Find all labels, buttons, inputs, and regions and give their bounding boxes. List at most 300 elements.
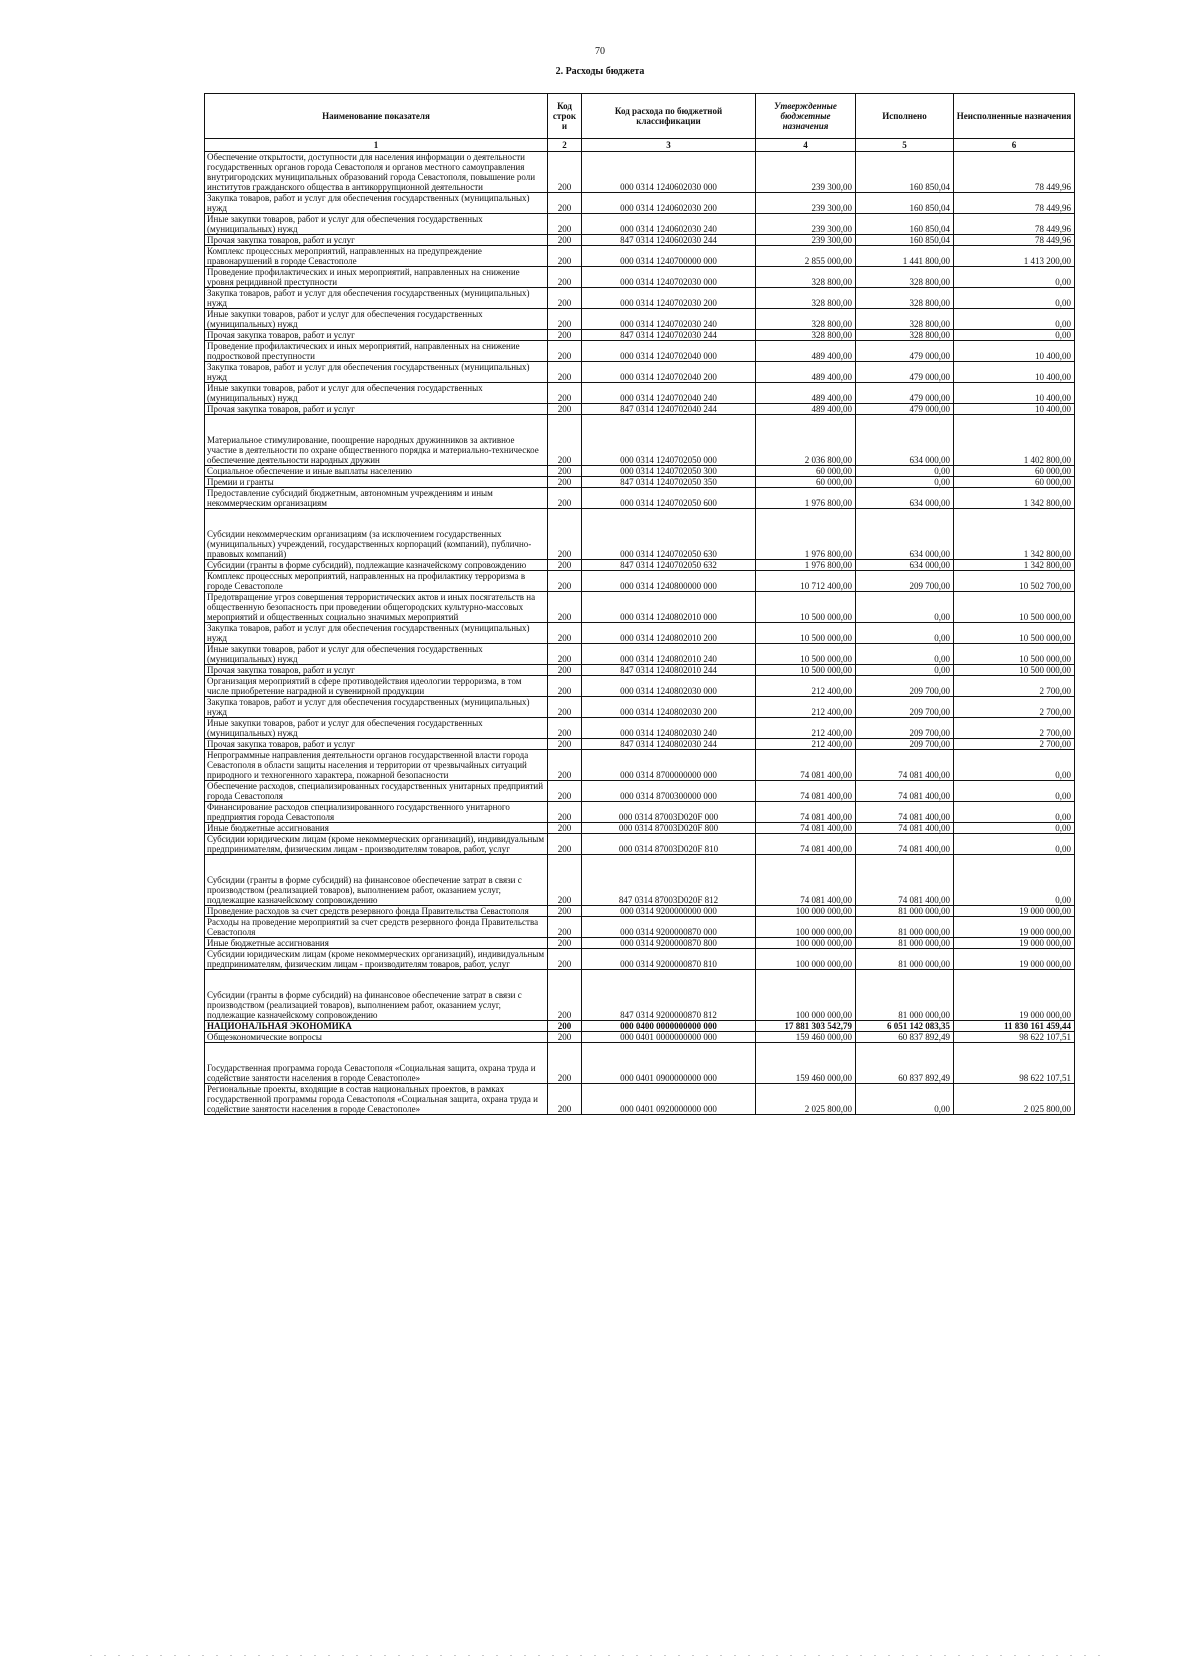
row-budget-code-cell: 847 0314 87003D020F 812 <box>582 855 756 906</box>
row-line-code-cell: 200 <box>548 404 582 415</box>
row-name-cell: Прочая закупка товаров, работ и услуг <box>205 330 548 341</box>
row-executed-cell: 209 700,00 <box>856 676 954 697</box>
row-budget-code-cell: 847 0314 1240702050 350 <box>582 477 756 488</box>
row-approved-cell: 100 000 000,00 <box>756 970 856 1021</box>
row-line-code-cell: 200 <box>548 718 582 739</box>
row-budget-code-cell: 000 0314 87003D020F 800 <box>582 823 756 834</box>
row-name-cell: Закупка товаров, работ и услуг для обеспечения государственных (муниципальных) нужд <box>205 193 548 214</box>
row-name-cell: Непрограммные направления деятельности органов государственной власти города Севастополя в области защиты населения и территории от чрезвычайных ситуаций природного и техногенного характера, пожарной безопасности <box>205 750 548 781</box>
row-line-code-cell: 200 <box>548 781 582 802</box>
row-executed-cell: 81 000 000,00 <box>856 917 954 938</box>
row-name-cell: Субсидии юридическим лицам (кроме некоммерческих организаций), индивидуальным предпринимателям, физическим лицам - производителям товаров, работ, услуг <box>205 834 548 855</box>
row-budget-code-cell: 000 0314 8700300000 000 <box>582 781 756 802</box>
row-unexecuted-cell: 10 500 000,00 <box>954 665 1075 676</box>
row-executed-cell: 0,00 <box>856 592 954 623</box>
row-line-code-cell: 200 <box>548 571 582 592</box>
row-approved-cell: 10 500 000,00 <box>756 644 856 665</box>
row-budget-code-cell: 847 0314 1240702050 632 <box>582 560 756 571</box>
table-row <box>205 193 1075 214</box>
row-executed-cell: 60 837 892,49 <box>856 1032 954 1043</box>
row-unexecuted-cell: 78 449,96 <box>954 235 1075 246</box>
row-name-cell: Комплекс процессных мероприятий, направленных на профилактику терроризма в городе Севастополе <box>205 571 548 592</box>
row-approved-cell: 239 300,00 <box>756 152 856 193</box>
row-approved-cell: 100 000 000,00 <box>756 949 856 970</box>
page-number: 70 <box>595 46 605 57</box>
row-executed-cell: 81 000 000,00 <box>856 906 954 917</box>
row-line-code-cell: 200 <box>548 362 582 383</box>
table-row <box>205 246 1075 267</box>
row-budget-code-cell: 000 0314 1240802030 000 <box>582 676 756 697</box>
row-budget-code-cell: 000 0401 0920000000 000 <box>582 1084 756 1115</box>
row-name-cell: Субсидии (гранты в форме субсидий) на финансовое обеспечение затрат в связи с производством (реализацией товаров), выполнением работ, оказанием услуг, подлежащие казначейскому сопровождению <box>205 970 548 1021</box>
row-executed-cell: 81 000 000,00 <box>856 949 954 970</box>
row-unexecuted-cell: 2 025 800,00 <box>954 1084 1075 1115</box>
row-name-cell: Прочая закупка товаров, работ и услуг <box>205 235 548 246</box>
row-name-cell: Субсидии юридическим лицам (кроме некоммерческих организаций), индивидуальным предпринимателям, физическим лицам - производителям товаров, работ, услуг <box>205 949 548 970</box>
row-unexecuted-cell: 0,00 <box>954 855 1075 906</box>
table-row <box>205 466 1075 477</box>
row-budget-code-cell: 000 0314 1240802030 240 <box>582 718 756 739</box>
table-row <box>205 235 1075 246</box>
col-number: 2 <box>548 139 582 152</box>
row-executed-cell: 328 800,00 <box>856 330 954 341</box>
col-header-line-code: Код строк и <box>548 94 582 139</box>
row-unexecuted-cell: 0,00 <box>954 781 1075 802</box>
row-budget-code-cell: 000 0314 1240800000 000 <box>582 571 756 592</box>
row-line-code-cell: 200 <box>548 906 582 917</box>
row-line-code-cell: 200 <box>548 917 582 938</box>
row-line-code-cell: 200 <box>548 750 582 781</box>
row-executed-cell: 81 000 000,00 <box>856 938 954 949</box>
row-unexecuted-cell: 10 400,00 <box>954 341 1075 362</box>
row-unexecuted-cell: 0,00 <box>954 802 1075 823</box>
row-approved-cell: 60 000,00 <box>756 477 856 488</box>
row-approved-cell: 1 976 800,00 <box>756 488 856 509</box>
table-row <box>205 592 1075 623</box>
row-unexecuted-cell: 10 400,00 <box>954 362 1075 383</box>
row-name-cell: Иные закупки товаров, работ и услуг для обеспечения государственных (муниципальных) нужд <box>205 383 548 404</box>
row-executed-cell: 479 000,00 <box>856 383 954 404</box>
row-name-cell: Социальное обеспечение и иные выплаты населению <box>205 466 548 477</box>
row-unexecuted-cell: 78 449,96 <box>954 152 1075 193</box>
row-line-code-cell: 200 <box>548 560 582 571</box>
row-name-cell: Закупка товаров, работ и услуг для обеспечения государственных (муниципальных) нужд <box>205 623 548 644</box>
row-name-cell: Иные бюджетные ассигнования <box>205 938 548 949</box>
row-name-cell: Прочая закупка товаров, работ и услуг <box>205 665 548 676</box>
table-row <box>205 823 1075 834</box>
row-executed-cell: 74 081 400,00 <box>856 750 954 781</box>
row-approved-cell: 10 500 000,00 <box>756 665 856 676</box>
row-approved-cell: 74 081 400,00 <box>756 855 856 906</box>
row-executed-cell: 328 800,00 <box>856 309 954 330</box>
row-budget-code-cell: 847 0314 1240802030 244 <box>582 739 756 750</box>
row-line-code-cell: 200 <box>548 970 582 1021</box>
row-unexecuted-cell: 78 449,96 <box>954 214 1075 235</box>
table-row <box>205 676 1075 697</box>
row-approved-cell: 10 712 400,00 <box>756 571 856 592</box>
row-approved-cell: 212 400,00 <box>756 697 856 718</box>
row-budget-code-cell: 847 0314 1240702040 244 <box>582 404 756 415</box>
row-approved-cell: 239 300,00 <box>756 235 856 246</box>
row-approved-cell: 328 800,00 <box>756 267 856 288</box>
row-executed-cell: 328 800,00 <box>856 267 954 288</box>
row-executed-cell: 634 000,00 <box>856 415 954 466</box>
row-executed-cell: 328 800,00 <box>856 288 954 309</box>
row-budget-code-cell: 000 0314 1240602030 000 <box>582 152 756 193</box>
row-name-cell: Иные закупки товаров, работ и услуг для обеспечения государственных (муниципальных) нужд <box>205 644 548 665</box>
row-budget-code-cell: 847 0314 1240602030 244 <box>582 235 756 246</box>
row-approved-cell: 489 400,00 <box>756 362 856 383</box>
row-unexecuted-cell: 19 000 000,00 <box>954 970 1075 1021</box>
row-unexecuted-cell: 0,00 <box>954 267 1075 288</box>
row-approved-cell: 100 000 000,00 <box>756 917 856 938</box>
row-unexecuted-cell: 1 342 800,00 <box>954 560 1075 571</box>
row-line-code-cell: 200 <box>548 1021 582 1032</box>
row-budget-code-cell: 000 0314 9200000870 800 <box>582 938 756 949</box>
row-budget-code-cell: 000 0314 1240802030 200 <box>582 697 756 718</box>
row-unexecuted-cell: 2 700,00 <box>954 676 1075 697</box>
row-executed-cell: 0,00 <box>856 665 954 676</box>
row-name-cell: Региональные проекты, входящие в состав национальных проектов, в рамках государственной программы города Севастополя «Социальная защита, охрана труда и содействие занятости населения в городе Севастополе» <box>205 1084 548 1115</box>
table-row <box>205 970 1075 1021</box>
row-name-cell: Расходы на проведение мероприятий за счет средств резервного фонда Правительства Севастополя <box>205 917 548 938</box>
row-name-cell: Закупка товаров, работ и услуг для обеспечения государственных (муниципальных) нужд <box>205 697 548 718</box>
col-number: 1 <box>205 139 548 152</box>
row-budget-code-cell: 000 0401 0900000000 000 <box>582 1043 756 1084</box>
row-budget-code-cell: 000 0314 1240802010 000 <box>582 592 756 623</box>
row-executed-cell: 1 441 800,00 <box>856 246 954 267</box>
row-line-code-cell: 200 <box>548 267 582 288</box>
row-unexecuted-cell: 10 500 000,00 <box>954 623 1075 644</box>
row-line-code-cell: 200 <box>548 246 582 267</box>
row-executed-cell: 479 000,00 <box>856 362 954 383</box>
row-line-code-cell: 200 <box>548 466 582 477</box>
row-line-code-cell: 200 <box>548 488 582 509</box>
row-line-code-cell: 200 <box>548 509 582 560</box>
table-row <box>205 415 1075 466</box>
row-approved-cell: 2 025 800,00 <box>756 1084 856 1115</box>
table-row <box>205 341 1075 362</box>
row-unexecuted-cell: 10 500 000,00 <box>954 592 1075 623</box>
row-line-code-cell: 200 <box>548 152 582 193</box>
row-unexecuted-cell: 0,00 <box>954 330 1075 341</box>
table-row <box>205 697 1075 718</box>
row-approved-cell: 10 500 000,00 <box>756 592 856 623</box>
table-row <box>205 404 1075 415</box>
row-name-cell: Субсидии (гранты в форме субсидий), подлежащие казначейскому сопровождению <box>205 560 548 571</box>
table-row <box>205 1084 1075 1115</box>
row-executed-cell: 209 700,00 <box>856 739 954 750</box>
row-executed-cell: 209 700,00 <box>856 697 954 718</box>
row-executed-cell: 0,00 <box>856 1084 954 1115</box>
row-budget-code-cell: 000 0314 1240702050 000 <box>582 415 756 466</box>
row-line-code-cell: 200 <box>548 855 582 906</box>
row-unexecuted-cell: 10 400,00 <box>954 383 1075 404</box>
table-row <box>205 750 1075 781</box>
row-executed-cell: 74 081 400,00 <box>856 781 954 802</box>
row-approved-cell: 17 881 303 542,79 <box>756 1021 856 1032</box>
row-name-cell: Общеэкономические вопросы <box>205 1032 548 1043</box>
row-unexecuted-cell: 98 622 107,51 <box>954 1043 1075 1084</box>
row-budget-code-cell: 847 0314 1240802010 244 <box>582 665 756 676</box>
table-row <box>205 383 1075 404</box>
col-header-unexecuted: Неисполненные назначения <box>954 94 1075 139</box>
table-row <box>205 152 1075 193</box>
row-budget-code-cell: 000 0314 87003D020F 810 <box>582 834 756 855</box>
row-line-code-cell: 200 <box>548 592 582 623</box>
row-unexecuted-cell: 98 622 107,51 <box>954 1032 1075 1043</box>
row-line-code-cell: 200 <box>548 802 582 823</box>
row-approved-cell: 74 081 400,00 <box>756 834 856 855</box>
row-unexecuted-cell: 0,00 <box>954 750 1075 781</box>
row-unexecuted-cell: 60 000,00 <box>954 477 1075 488</box>
table-row <box>205 214 1075 235</box>
row-unexecuted-cell: 0,00 <box>954 823 1075 834</box>
table-row <box>205 571 1075 592</box>
row-line-code-cell: 200 <box>548 623 582 644</box>
row-executed-cell: 209 700,00 <box>856 718 954 739</box>
row-name-cell: Предотвращение угроз совершения террористических актов и иных посягательств на общественную безопасность при проведении общегородских культурно-массовых мероприятий и общественных социально значимых мероприятий <box>205 592 548 623</box>
table-row <box>205 477 1075 488</box>
row-line-code-cell: 200 <box>548 665 582 676</box>
row-budget-code-cell: 000 0314 1240702040 000 <box>582 341 756 362</box>
row-approved-cell: 212 400,00 <box>756 676 856 697</box>
row-unexecuted-cell: 2 700,00 <box>954 697 1075 718</box>
col-header-name: Наименование показателя <box>205 94 548 139</box>
row-executed-cell: 6 051 142 083,35 <box>856 1021 954 1032</box>
row-name-cell: Проведение профилактических и иных мероприятий, направленных на снижение уровня рецидивной преступности <box>205 267 548 288</box>
row-name-cell: Субсидии некоммерческим организациям (за исключением государственных (муниципальных) учреждений, государственных корпораций (компаний), публично-правовых компаний) <box>205 509 548 560</box>
table-row <box>205 938 1075 949</box>
table-row <box>205 781 1075 802</box>
row-unexecuted-cell: 19 000 000,00 <box>954 917 1075 938</box>
table-row <box>205 718 1075 739</box>
table-row <box>205 623 1075 644</box>
row-executed-cell: 0,00 <box>856 644 954 665</box>
row-budget-code-cell: 000 0314 1240602030 200 <box>582 193 756 214</box>
row-line-code-cell: 200 <box>548 949 582 970</box>
row-name-cell: Иные бюджетные ассигнования <box>205 823 548 834</box>
table-row <box>205 288 1075 309</box>
row-name-cell: Материальное стимулирование, поощрение народных дружинников за активное участие в деятельности по охране общественного порядка и материально-техническое обеспечение деятельности народных дружин <box>205 415 548 466</box>
row-name-cell: Финансирование расходов специализированного государственного унитарного предприятия города Севастополя <box>205 802 548 823</box>
table-row <box>205 906 1075 917</box>
row-budget-code-cell: 000 0401 0000000000 000 <box>582 1032 756 1043</box>
row-approved-cell: 159 460 000,00 <box>756 1043 856 1084</box>
scan-edge-dots <box>90 1655 1110 1656</box>
row-unexecuted-cell: 11 830 161 459,44 <box>954 1021 1075 1032</box>
row-line-code-cell: 200 <box>548 383 582 404</box>
row-executed-cell: 81 000 000,00 <box>856 970 954 1021</box>
table-row <box>205 267 1075 288</box>
col-number: 4 <box>756 139 856 152</box>
row-executed-cell: 479 000,00 <box>856 341 954 362</box>
row-executed-cell: 0,00 <box>856 477 954 488</box>
row-executed-cell: 160 850,04 <box>856 193 954 214</box>
row-unexecuted-cell: 10 500 000,00 <box>954 644 1075 665</box>
row-executed-cell: 160 850,04 <box>856 214 954 235</box>
row-line-code-cell: 200 <box>548 644 582 665</box>
row-unexecuted-cell: 1 413 200,00 <box>954 246 1075 267</box>
row-approved-cell: 2 855 000,00 <box>756 246 856 267</box>
row-unexecuted-cell: 19 000 000,00 <box>954 906 1075 917</box>
row-line-code-cell: 200 <box>548 341 582 362</box>
row-unexecuted-cell: 10 502 700,00 <box>954 571 1075 592</box>
row-approved-cell: 239 300,00 <box>756 214 856 235</box>
row-budget-code-cell: 000 0314 1240702050 600 <box>582 488 756 509</box>
row-approved-cell: 74 081 400,00 <box>756 750 856 781</box>
row-budget-code-cell: 000 0314 1240802010 200 <box>582 623 756 644</box>
row-unexecuted-cell: 0,00 <box>954 288 1075 309</box>
column-number-row <box>205 139 1075 152</box>
row-line-code-cell: 200 <box>548 676 582 697</box>
row-name-cell: Закупка товаров, работ и услуг для обеспечения государственных (муниципальных) нужд <box>205 362 548 383</box>
row-approved-cell: 328 800,00 <box>756 288 856 309</box>
document-title: 2. Расходы бюджета <box>555 66 645 77</box>
table-row <box>205 949 1075 970</box>
col-number: 3 <box>582 139 756 152</box>
table-row <box>205 362 1075 383</box>
row-executed-cell: 634 000,00 <box>856 488 954 509</box>
row-approved-cell: 2 036 800,00 <box>756 415 856 466</box>
row-budget-code-cell: 000 0314 1240702050 300 <box>582 466 756 477</box>
table-row <box>205 834 1075 855</box>
budget-expenses-table <box>204 93 1075 1115</box>
row-name-cell: Комплекс процессных мероприятий, направленных на предупреждение правонарушений в городе Севастополе <box>205 246 548 267</box>
row-name-cell: Прочая закупка товаров, работ и услуг <box>205 404 548 415</box>
row-line-code-cell: 200 <box>548 1032 582 1043</box>
table-row <box>205 802 1075 823</box>
row-line-code-cell: 200 <box>548 309 582 330</box>
row-line-code-cell: 200 <box>548 823 582 834</box>
row-line-code-cell: 200 <box>548 193 582 214</box>
table-row <box>205 1043 1075 1084</box>
row-executed-cell: 60 837 892,49 <box>856 1043 954 1084</box>
row-unexecuted-cell: 10 400,00 <box>954 404 1075 415</box>
table-row <box>205 1032 1075 1043</box>
row-approved-cell: 60 000,00 <box>756 466 856 477</box>
row-approved-cell: 74 081 400,00 <box>756 823 856 834</box>
row-line-code-cell: 200 <box>548 1084 582 1115</box>
row-line-code-cell: 200 <box>548 235 582 246</box>
row-name-cell: Прочая закупка товаров, работ и услуг <box>205 739 548 750</box>
row-executed-cell: 0,00 <box>856 623 954 644</box>
row-line-code-cell: 200 <box>548 330 582 341</box>
row-executed-cell: 160 850,04 <box>856 235 954 246</box>
col-header-executed: Исполнено <box>856 94 954 139</box>
row-executed-cell: 74 081 400,00 <box>856 834 954 855</box>
table-row <box>205 665 1075 676</box>
row-name-cell: Обеспечение расходов, специализированных государственных унитарных предприятий города Севастополя <box>205 781 548 802</box>
row-line-code-cell: 200 <box>548 477 582 488</box>
row-budget-code-cell: 000 0400 0000000000 000 <box>582 1021 756 1032</box>
row-budget-code-cell: 000 0314 1240702030 000 <box>582 267 756 288</box>
row-budget-code-cell: 000 0314 1240702040 200 <box>582 362 756 383</box>
row-unexecuted-cell: 1 342 800,00 <box>954 509 1075 560</box>
row-approved-cell: 328 800,00 <box>756 330 856 341</box>
row-approved-cell: 100 000 000,00 <box>756 906 856 917</box>
row-executed-cell: 479 000,00 <box>856 404 954 415</box>
row-unexecuted-cell: 2 700,00 <box>954 718 1075 739</box>
col-header-budget-code: Код расхода по бюджетной классификации <box>582 94 756 139</box>
row-name-cell: Субсидии (гранты в форме субсидий) на финансовое обеспечение затрат в связи с производством (реализацией товаров), выполнением работ, оказанием услуг, подлежащие казначейскому сопровождению <box>205 855 548 906</box>
row-name-cell: Проведение расходов за счет средств резервного фонда Правительства Севастополя <box>205 906 548 917</box>
row-executed-cell: 0,00 <box>856 466 954 477</box>
row-unexecuted-cell: 19 000 000,00 <box>954 949 1075 970</box>
row-name-cell: Обеспечение открытости, доступности для населения информации о деятельности государственных органов города Севастополя и органов местного самоуправления внутригородских муниципальных образований города Севастополя, повышение роли институтов гражданского общества в антикоррупционной деятельности <box>205 152 548 193</box>
row-executed-cell: 74 081 400,00 <box>856 802 954 823</box>
table-row <box>205 509 1075 560</box>
row-name-cell: Предоставление субсидий бюджетным, автономным учреждениям и иным некоммерческим организациям <box>205 488 548 509</box>
row-line-code-cell: 200 <box>548 288 582 309</box>
row-name-cell: Иные закупки товаров, работ и услуг для обеспечения государственных (муниципальных) нужд <box>205 309 548 330</box>
col-header-approved: Утвержденные бюджетные назначения <box>756 94 856 139</box>
row-unexecuted-cell: 0,00 <box>954 309 1075 330</box>
row-executed-cell: 74 081 400,00 <box>856 823 954 834</box>
table-row <box>205 309 1075 330</box>
row-approved-cell: 74 081 400,00 <box>756 802 856 823</box>
row-budget-code-cell: 000 0314 1240702030 240 <box>582 309 756 330</box>
row-name-cell: НАЦИОНАЛЬНАЯ ЭКОНОМИКА <box>205 1021 548 1032</box>
row-budget-code-cell: 000 0314 1240702040 240 <box>582 383 756 404</box>
row-budget-code-cell: 000 0314 8700000000 000 <box>582 750 756 781</box>
row-name-cell: Закупка товаров, работ и услуг для обеспечения государственных (муниципальных) нужд <box>205 288 548 309</box>
table-row <box>205 488 1075 509</box>
table-body <box>205 152 1075 1115</box>
col-number: 6 <box>954 139 1075 152</box>
table-row <box>205 1021 1075 1032</box>
row-approved-cell: 74 081 400,00 <box>756 781 856 802</box>
table-header-row <box>205 94 1075 139</box>
row-budget-code-cell: 000 0314 9200000000 000 <box>582 906 756 917</box>
row-line-code-cell: 200 <box>548 1043 582 1084</box>
row-unexecuted-cell: 60 000,00 <box>954 466 1075 477</box>
row-budget-code-cell: 000 0314 9200000870 000 <box>582 917 756 938</box>
row-executed-cell: 160 850,04 <box>856 152 954 193</box>
row-approved-cell: 212 400,00 <box>756 739 856 750</box>
row-name-cell: Иные закупки товаров, работ и услуг для обеспечения государственных (муниципальных) нужд <box>205 214 548 235</box>
row-approved-cell: 159 460 000,00 <box>756 1032 856 1043</box>
table-row <box>205 855 1075 906</box>
row-executed-cell: 634 000,00 <box>856 560 954 571</box>
table-row <box>205 739 1075 750</box>
row-budget-code-cell: 000 0314 9200000870 810 <box>582 949 756 970</box>
row-unexecuted-cell: 0,00 <box>954 834 1075 855</box>
row-budget-code-cell: 847 0314 1240702030 244 <box>582 330 756 341</box>
row-unexecuted-cell: 78 449,96 <box>954 193 1075 214</box>
row-approved-cell: 489 400,00 <box>756 341 856 362</box>
row-executed-cell: 634 000,00 <box>856 509 954 560</box>
row-budget-code-cell: 000 0314 1240702030 200 <box>582 288 756 309</box>
row-executed-cell: 74 081 400,00 <box>856 855 954 906</box>
row-line-code-cell: 200 <box>548 214 582 235</box>
row-approved-cell: 489 400,00 <box>756 404 856 415</box>
row-unexecuted-cell: 2 700,00 <box>954 739 1075 750</box>
row-budget-code-cell: 000 0314 1240700000 000 <box>582 246 756 267</box>
row-line-code-cell: 200 <box>548 834 582 855</box>
row-executed-cell: 209 700,00 <box>856 571 954 592</box>
row-name-cell: Премии и гранты <box>205 477 548 488</box>
row-budget-code-cell: 847 0314 9200000870 812 <box>582 970 756 1021</box>
table-row <box>205 644 1075 665</box>
row-approved-cell: 100 000 000,00 <box>756 938 856 949</box>
row-name-cell: Иные закупки товаров, работ и услуг для обеспечения государственных (муниципальных) нужд <box>205 718 548 739</box>
row-budget-code-cell: 000 0314 87003D020F 000 <box>582 802 756 823</box>
row-budget-code-cell: 000 0314 1240802010 240 <box>582 644 756 665</box>
row-approved-cell: 1 976 800,00 <box>756 560 856 571</box>
row-name-cell: Организация мероприятий в сфере противодействия идеологии терроризма, в том числе приобретение наградной и сувенирной продукции <box>205 676 548 697</box>
row-unexecuted-cell: 19 000 000,00 <box>954 938 1075 949</box>
